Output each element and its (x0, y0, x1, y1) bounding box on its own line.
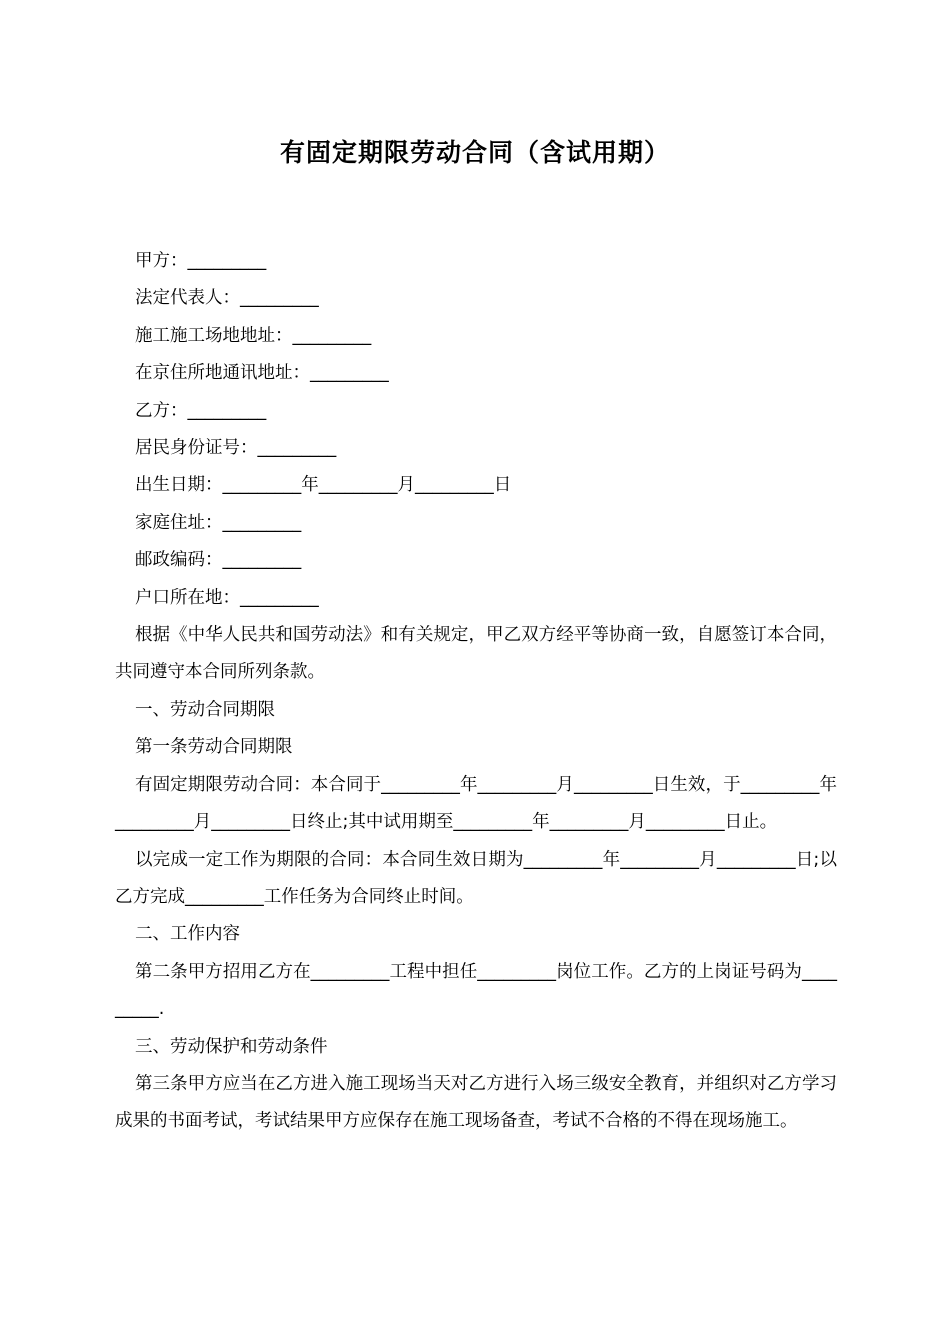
party-b-field: 乙方：_________ (135, 400, 267, 421)
beijing-mailing-address-field: 在京住所地通讯地址：_________ (135, 363, 389, 384)
construction-site-address-field: 施工施工场地地址：_________ (135, 325, 372, 346)
task-term-paragraph: 以完成一定工作为期限的合同：本合同生效日期为_________年_________月_________日;以乙方完成_________工作任务为合同终止时间。 (115, 849, 837, 907)
birth-date-field: 出生日期：_________年_________月_________日 (135, 475, 512, 496)
document-title: 有固定期限劳动合同（含试用期） (279, 138, 670, 167)
home-address-field: 家庭住址：_________ (135, 512, 302, 533)
legal-representative-field: 法定代表人：_________ (135, 288, 319, 309)
party-a-field: 甲方：_________ (135, 251, 267, 271)
intro-paragraph: 根据《中华人民共和国劳动法》和有关规定，甲乙双方经平等协商一致，自愿签订本合同，共同遵守本合同所列条款。 (115, 625, 837, 683)
postal-code-field: 邮政编码：_________ (135, 550, 302, 571)
section-heading-labor-protection: 三、劳动保护和劳动条件 (135, 1036, 328, 1057)
id-number-field: 居民身份证号：_________ (135, 438, 337, 459)
article-labor-protection: 第三条甲方应当在乙方进入施工现场当天对乙方进行入场三级安全教育，并组织对乙方学习成果的书面考试，考试结果甲方应保存在施工现场备查，考试不合格的不得在现场施工。 (115, 1073, 837, 1132)
document-body (115, 243, 837, 1141)
section-heading-work-content: 二、工作内容 (135, 924, 240, 945)
article-heading-contract-term: 第一条劳动合同期限 (135, 737, 293, 758)
household-registration-field: 户口所在地：_________ (135, 587, 319, 608)
fixed-term-paragraph: 有固定期限劳动合同：本合同于_________年_________月_________日生效，于_________年_________月_________日终止;其中试用期至_________年_________月_________日止。 (115, 774, 837, 833)
article-work-content: 第二条甲方招用乙方在_________工程中担任_________岗位工作。乙方的上岗证号码为_________. (115, 961, 837, 1020)
section-heading-contract-term: 一、劳动合同期限 (135, 699, 275, 720)
